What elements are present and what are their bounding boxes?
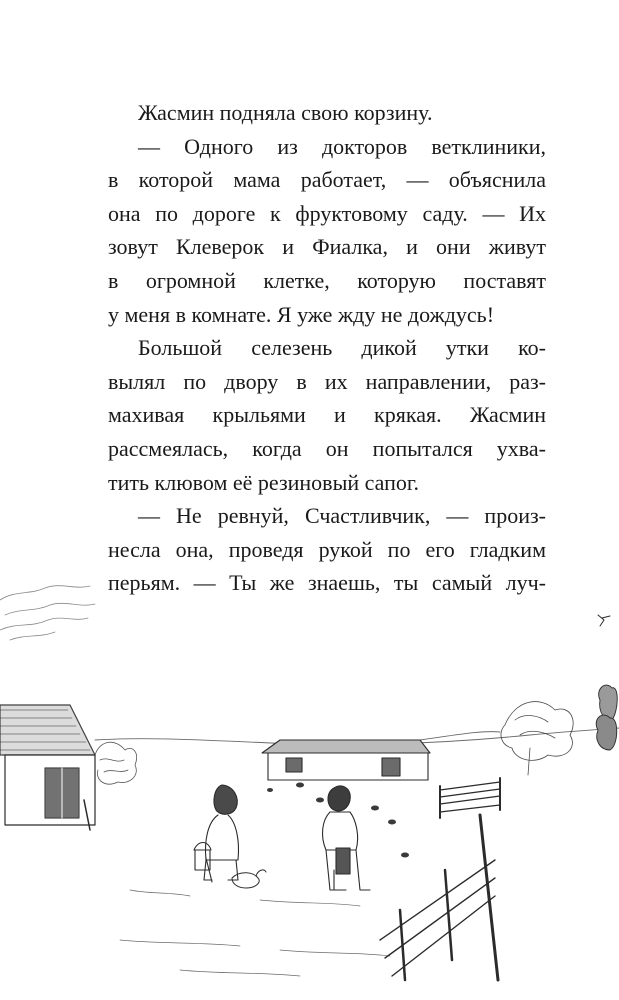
text-line: — Одного из докторов ветклиники,: [138, 133, 546, 159]
trees-far-right: [596, 685, 617, 750]
text-line: в огромной клетке, которую поставят: [108, 267, 546, 293]
text-line: она по дороге к фруктовому саду. — Их: [108, 200, 546, 226]
text-line: в которой мама работает, — объяснила: [108, 167, 546, 193]
text-line: Жасмин подняла свою корзину.: [138, 100, 433, 125]
foliage-mark-right: [598, 615, 610, 626]
text-line: тить клювом её резиновый сапог.: [108, 469, 419, 495]
tree-right: [501, 702, 573, 775]
text-line: несла она, проведя рукой по его гладким: [108, 536, 546, 562]
bushes-left: [95, 742, 137, 784]
figure-girl: [194, 785, 239, 882]
text-line: у меня в комнате. Я уже жду не дождусь!: [108, 301, 495, 327]
text-line: махивая крыльями и крякая. Жасмин: [108, 402, 546, 428]
body-text: [108, 96, 546, 600]
text-line: перьям. — Ты же знаешь, ты самый луч-: [108, 570, 546, 596]
central-barn: [262, 740, 430, 780]
gate: [440, 778, 500, 818]
text-line: рассмеялась, когда он попытался ухва-: [108, 435, 546, 461]
ground-strokes: [120, 890, 390, 976]
farmyard-illustration: [0, 560, 619, 1000]
text-line: Большой селезень дикой утки ко-: [138, 335, 546, 361]
left-barn: [0, 705, 95, 830]
text-line: зовут Клеверок и Фиалка, и они живут: [108, 234, 546, 260]
foliage-left: [0, 586, 95, 640]
text-line: вылял по двору в их направлении, раз-: [108, 368, 546, 394]
front-fence: [380, 815, 498, 980]
figure-boy: [323, 786, 370, 890]
text-line: — Не ревнуй, Счастливчик, — произ-: [138, 503, 546, 529]
